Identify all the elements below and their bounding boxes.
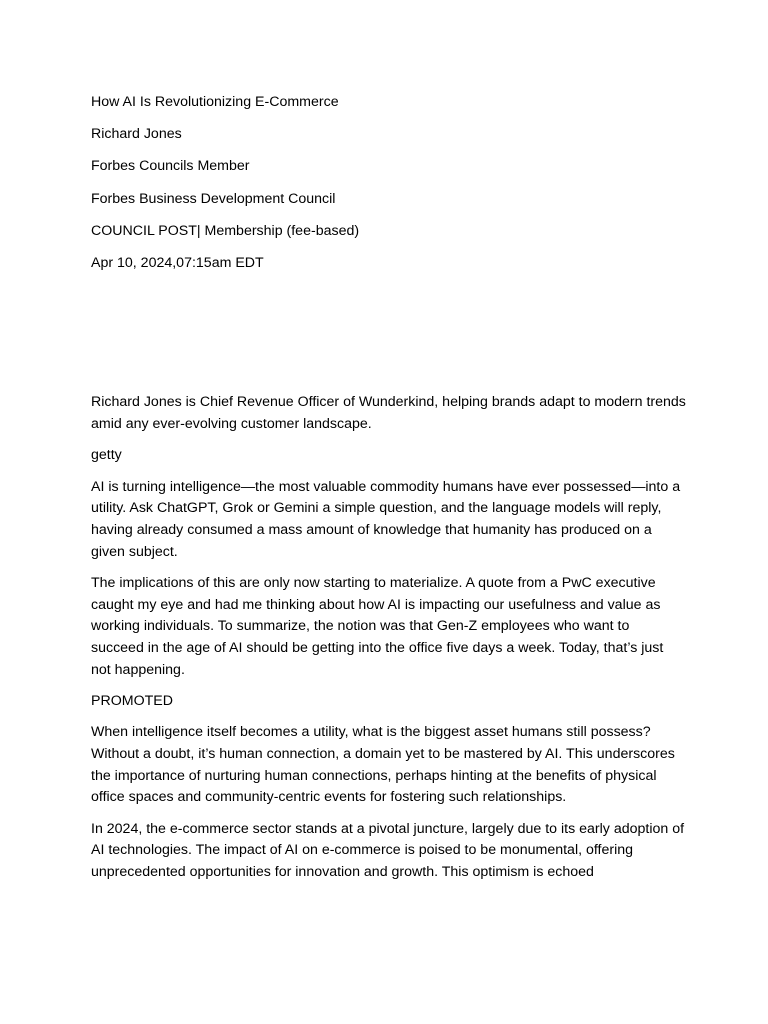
body-paragraph: The implications of this are only now starting to materialize. A quote from a PwC executive caught my eye and had me thinking about how AI is impacting our usefulness and value as working individuals. To summarize, the notion was that Gen-Z employees who want to succeed in the age of AI should be getting into the office five days a week. Today, that’s just not happening. — [91, 574, 664, 678]
body-paragraph: When intelligence itself becomes a utility, what is the biggest asset humans still possess? Without a doubt, it’s human connection, a domain yet to be mastered by AI. This underscores the importance of nurturing human connections, perhaps hinting at the benefits of physical office spaces and community-centric events for fostering such relationships. — [91, 724, 675, 806]
image-credit: getty — [91, 447, 122, 464]
blank-space — [91, 285, 686, 392]
publish-date: Apr 10, 2024,07:15am EDT — [91, 255, 264, 272]
body-paragraph: AI is turning intelligence—the most valuable commodity humans have ever possessed—into a utility. Ask ChatGPT, Grok or Gemini a simple question, and the language models will reply, having already consumed a mass amount of knowledge that humanity has produced on a given subject. — [91, 478, 681, 560]
promoted-label: PROMOTED — [91, 693, 173, 710]
post-type: COUNCIL POST| Membership (fee-based) — [91, 222, 360, 239]
author-bio: Richard Jones is Chief Revenue Officer of Wunderkind, helping brands adapt to modern trends amid any ever-evolving customer landscape. — [91, 394, 686, 432]
document-page — [91, 92, 686, 893]
article-title: How AI Is Revolutionizing E-Commerce — [91, 94, 339, 110]
author-name: Richard Jones — [91, 126, 182, 143]
member-line: Forbes Councils Member — [91, 158, 250, 175]
council-name: Forbes Business Development Council — [91, 190, 336, 207]
body-paragraph: In 2024, the e-commerce sector stands at a pivotal juncture, largely due to its early adoption of AI technologies. The impact of AI on e-commerce is poised to be monumental, offering unprecedented opportunities for innovation and growth. This optimism is echoed — [91, 820, 685, 881]
